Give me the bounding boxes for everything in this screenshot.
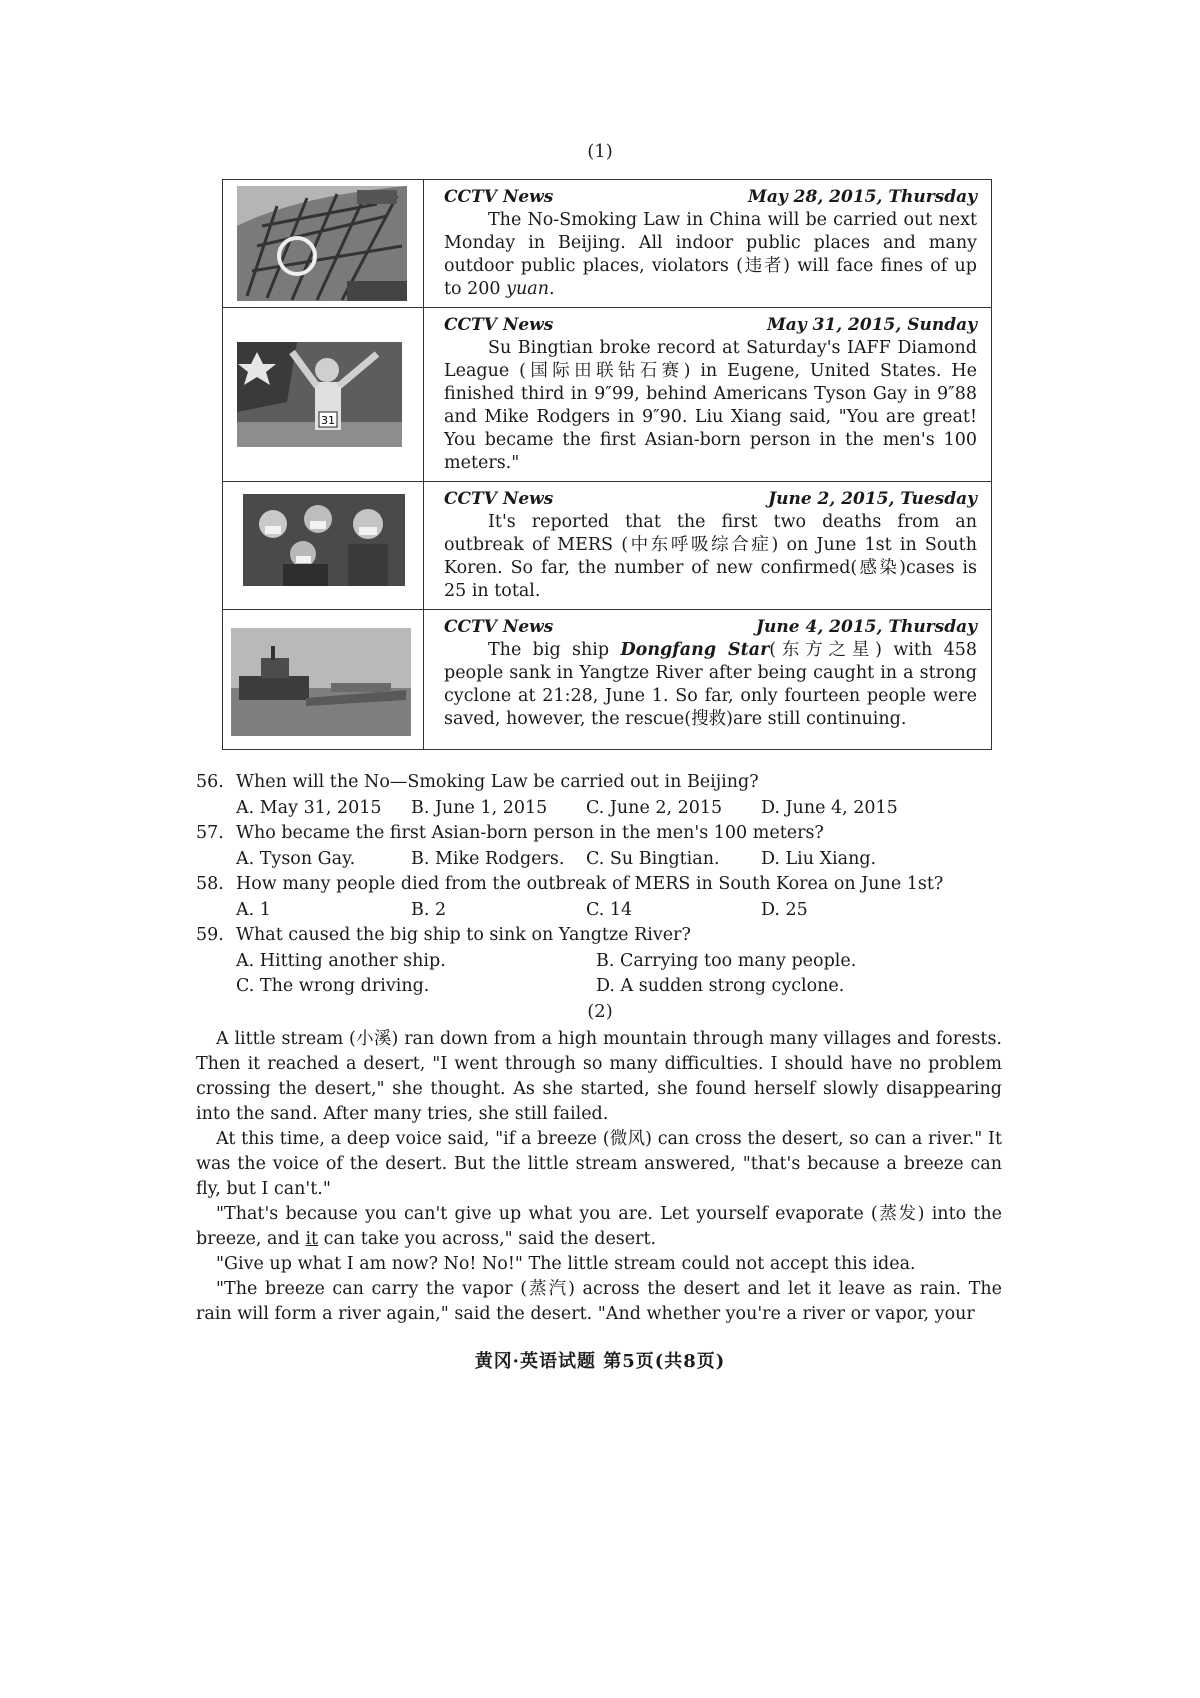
news-date: May 28, 2015, Thursday: [748, 187, 977, 207]
passage-paragraph: "That's because you can't give up what you are. Let yourself evaporate (蒸发) into the breeze, and it can take you across," said the desert.: [196, 1204, 1002, 1249]
answer-option: A. Tyson Gay.: [236, 848, 356, 869]
news-text-cell: [424, 180, 992, 308]
page-footer: 黄冈·英语试题 第5页(共8页): [474, 1351, 726, 1372]
answer-option: C. Su Bingtian.: [586, 848, 720, 869]
answer-option: B. 2: [411, 899, 447, 920]
question-number: 58.: [196, 874, 224, 894]
section-1-label: (1): [587, 141, 613, 162]
news-row: [223, 482, 992, 610]
svg-text:31: 31: [321, 414, 335, 427]
news-image-cell: [223, 482, 424, 610]
question-number: 59.: [196, 925, 224, 945]
question-number: 56.: [196, 772, 224, 792]
answer-option: D. 25: [761, 899, 808, 920]
news-source: CCTV News: [444, 187, 554, 207]
question-text: What caused the big ship to sink on Yangtze River?: [236, 925, 691, 945]
news-table: [222, 179, 992, 750]
passage-paragraph: At this time, a deep voice said, "if a breeze (微风) can cross the desert, so can a river." It was the voice of the desert. But the little stream answered, "that's because a breeze can fly, but I can't.": [196, 1129, 1002, 1199]
passage-paragraph: "Give up what I am now? No! No!" The little stream could not accept this idea.: [216, 1254, 916, 1274]
news-row: [223, 610, 992, 750]
news-date: June 2, 2015, Tuesday: [768, 489, 977, 509]
news-image-cell: [223, 308, 424, 482]
question-list: [196, 770, 1016, 1000]
question-item: [196, 923, 1016, 1000]
news-row: [223, 308, 992, 482]
news-body: Su Bingtian broke record at Saturday's IAFF Diamond League (国际田联钻石赛) in Eugene, United States. He finished third in 9″99, behind Americans Tyson Gay in 9″88 and Mike Rodgers in 9″90. Liu Xiang said, "You are great! You became the first Asian-born person in the men's 100 meters.": [444, 338, 977, 473]
news-source: CCTV News: [444, 489, 554, 509]
answer-option: C. 14: [586, 899, 633, 920]
answer-option: D. June 4, 2015: [761, 797, 898, 818]
answer-option: B. Carrying too many people.: [596, 950, 857, 971]
section-2-label: (2): [587, 1001, 613, 1022]
reading-passage: [196, 1027, 1002, 1327]
news-body: The big ship Dongfang Star(东方之星) with 458 people sank in Yangtze River after being caught in a strong cyclone at 21:28, June 1. So far, only fourteen people were saved, however, the rescue(搜救)are still continuing.: [444, 640, 978, 729]
news-image-cell: [223, 180, 424, 308]
passage-paragraph: "The breeze can carry the vapor (蒸汽) across the desert and let it leave as rain. The rain will form a river again," said the desert. "And whether you're a river or vapor, your: [196, 1279, 1002, 1324]
question-text: How many people died from the outbreak of MERS in South Korea on June 1st?: [236, 874, 944, 894]
news-image-cell: [223, 610, 424, 750]
answer-option: B. June 1, 2015: [411, 797, 548, 818]
news-row: [223, 180, 992, 308]
question-number: 57.: [196, 823, 224, 843]
masked-people-photo: [243, 494, 405, 586]
answer-option: A. May 31, 2015: [236, 797, 382, 818]
question-item: [196, 770, 1016, 821]
news-source: CCTV News: [444, 617, 554, 637]
answer-option: D. Liu Xiang.: [761, 848, 877, 869]
question-item: [196, 872, 1016, 923]
news-date: May 31, 2015, Sunday: [766, 315, 977, 335]
answer-option: A. 1: [236, 899, 271, 920]
news-body: The No-Smoking Law in China will be carried out next Monday in Beijing. All indoor public places and many outdoor public places, violators (违者) will face fines of up to 200 yuan.: [444, 210, 977, 299]
news-text-cell: [424, 482, 992, 610]
answer-option: A. Hitting another ship.: [236, 950, 446, 971]
news-text-cell: [424, 308, 992, 482]
news-date: June 4, 2015, Thursday: [756, 617, 977, 637]
answer-option: D. A sudden strong cyclone.: [596, 976, 845, 996]
news-text-cell: [424, 610, 992, 750]
runner-photo: [237, 342, 402, 447]
answer-option: C. The wrong driving.: [236, 976, 430, 996]
passage-paragraph: A little stream (小溪) ran down from a high mountain through many villages and forests. Then it reached a desert, "I went through so many difficulties. I should have no problem crossing the desert," she thought. As she started, she found herself slowly disappearing into the sand. After many tries, she still failed.: [196, 1029, 1002, 1124]
question-text: Who became the first Asian-born person in the men's 100 meters?: [236, 823, 824, 843]
answer-option: C. June 2, 2015: [586, 797, 723, 818]
news-source: CCTV News: [444, 315, 554, 335]
stadium-photo: [237, 186, 407, 301]
question-text: When will the No—Smoking Law be carried out in Beijing?: [236, 772, 759, 792]
question-item: [196, 821, 1016, 872]
ship-photo: [231, 628, 411, 736]
underlined-word: it: [305, 1229, 319, 1249]
answer-option: B. Mike Rodgers.: [411, 848, 565, 869]
news-body: It's reported that the first two deaths from an outbreak of MERS (中东呼吸综合症) on June 1st in South Koren. So far, the number of new confirmed(感染)cases is 25 in total.: [444, 512, 977, 601]
